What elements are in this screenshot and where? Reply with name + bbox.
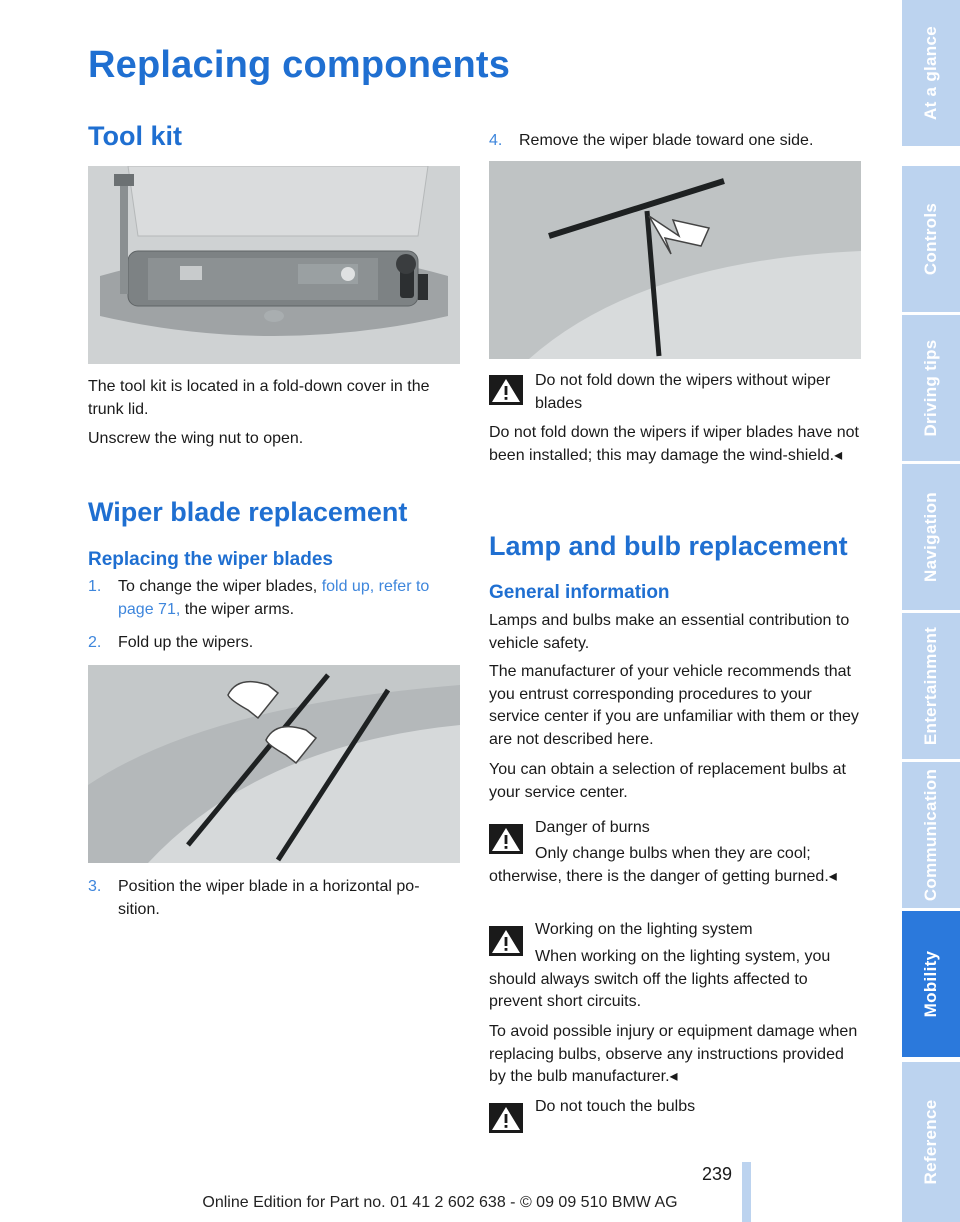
tab-label: Entertainment [921, 626, 940, 746]
page-title: Replacing components [88, 44, 511, 86]
page-number-bar [742, 1162, 751, 1222]
lamp-para-3: You can obtain a selection of replacement bulbs at your service center. [489, 761, 846, 801]
wiper-warning-body: Do not fold down the wipers if wiper blades have not been installed; this may damage the wind-shield.◂ [489, 424, 859, 464]
tab-label: Mobility [921, 950, 940, 1018]
wiper-step-4 [489, 130, 861, 153]
warning-icon [489, 375, 523, 405]
fold-wipers-illustration [88, 665, 460, 863]
step-text [118, 576, 460, 621]
lamp-para-2: The manufacturer of your vehicle recommends that you entrust corresponding procedures to your service center if you are unfamiliar with them or they are not described here. [489, 663, 859, 748]
step-text: Fold up the wipers. [118, 634, 254, 651]
tab-driving-tips[interactable] [902, 315, 960, 461]
tab-label: Driving tips [921, 339, 940, 437]
step-text-pre: To change the wiper blades, [118, 578, 322, 595]
bulbs-warning-title: Do not touch the bulbs [535, 1098, 696, 1115]
burn-warning-body: Only change bulbs when they are cool; otherwise, there is the danger of getting burned.◂ [489, 845, 837, 885]
page-71-link[interactable]: fold up, refer to page 71, [118, 578, 430, 618]
page-number: 239 [702, 1164, 733, 1184]
tool-kit-illustration [88, 166, 460, 364]
tab-label: Controls [921, 202, 940, 276]
tool-kit-location-text: The tool kit is located in a fold-down cover in the trunk lid. [88, 378, 430, 418]
tool-kit-figure [88, 166, 460, 364]
tab-navigation[interactable] [902, 464, 960, 610]
lighting-warning-title: Working on the lighting system [535, 921, 753, 938]
wiper-warning-title: Do not fold down the wipers without wiper blades [535, 372, 831, 412]
remove-blade-illustration [489, 161, 861, 359]
wiper-heading: Wiper blade replacement [88, 497, 408, 527]
step-text: Position the wiper blade in a horizontal po-sition. [118, 878, 420, 918]
wiper-subheading: Replacing the wiper blades [88, 549, 333, 570]
tab-communication[interactable] [902, 762, 960, 908]
tab-label: Navigation [921, 492, 940, 582]
step-number: 3. [88, 878, 102, 895]
tab-at-a-glance[interactable] [902, 0, 960, 146]
remove-blade-figure [489, 161, 861, 359]
tool-kit-heading: Tool kit [88, 121, 182, 151]
fold-wipers-figure [88, 665, 460, 863]
tool-kit-open-text: Unscrew the wing nut to open. [88, 430, 304, 447]
wiper-step-3 [88, 876, 460, 921]
tab-entertainment[interactable] [902, 613, 960, 759]
step-text: Remove the wiper blade toward one side. [519, 132, 814, 149]
burn-warning-title: Danger of burns [535, 819, 650, 836]
lighting-warning-body: When working on the lighting system, you should always switch off the lights affected to prevent short circuits. [489, 948, 831, 1010]
tab-label: Communication [921, 768, 940, 902]
lighting-warning-body-2: To avoid possible injury or equipment damage when replacing bulbs, observe any instructions provided by the bulb manufacturer.◂ [489, 1023, 858, 1085]
wiper-step-1 [88, 576, 460, 621]
footer-text: Online Edition for Part no. 01 41 2 602 638 - © 09 09 510 BMW AG [202, 1194, 678, 1211]
warning-icon [489, 1103, 523, 1133]
step-number: 1. [88, 578, 102, 595]
step-text-post: the wiper arms. [180, 600, 295, 618]
step-number: 2. [88, 634, 102, 651]
tab-mobility[interactable] [902, 911, 960, 1057]
wiper-step-2 [88, 632, 460, 655]
tab-reference[interactable] [902, 1062, 960, 1222]
lamp-subheading: General information [489, 582, 670, 603]
step-number: 4. [489, 132, 503, 149]
lamp-para-1: Lamps and bulbs make an essential contribution to vehicle safety. [489, 612, 850, 652]
tab-controls[interactable] [902, 166, 960, 312]
lamp-heading: Lamp and bulb replacement [489, 531, 848, 561]
tab-label: At a glance [921, 26, 940, 120]
tab-label: Reference [921, 1099, 940, 1185]
section-tabs [902, 0, 960, 1222]
